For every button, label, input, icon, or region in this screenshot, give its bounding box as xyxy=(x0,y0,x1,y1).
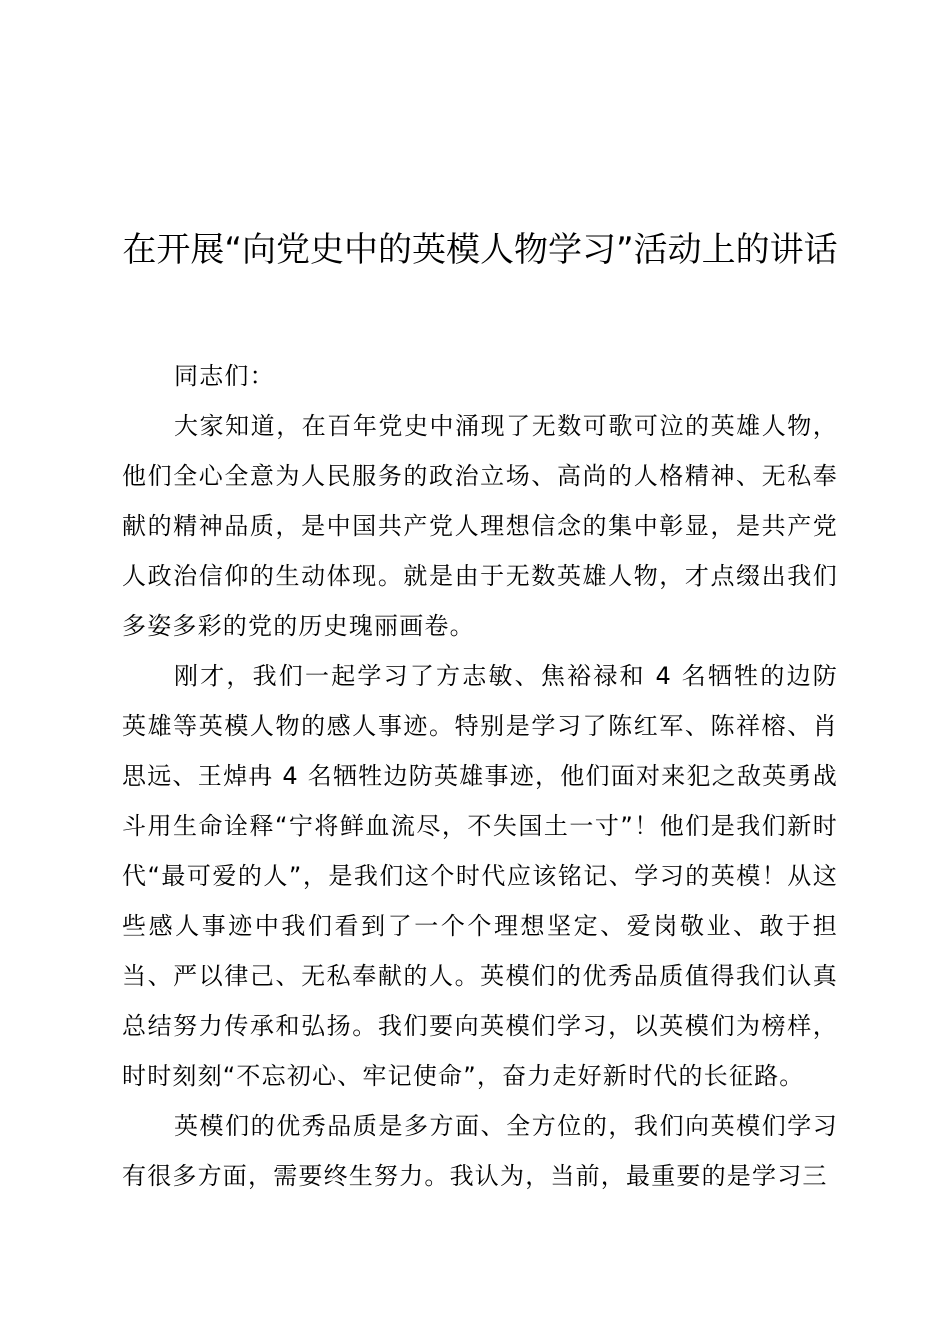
document-body xyxy=(122,351,838,1201)
document-title: 在开展“向党史中的英模人物学习”活动上的讲话 xyxy=(122,230,838,270)
paragraph-2: 刚才，我们一起学习了方志敏、焦裕禄和 4 名牺牲的边防英雄等英模人物的感人事迹。特别是学习了陈红军、陈祥榕、肖思远、王焯冉 4 名牺牲边防英雄事迹，他们面对来犯之敌英勇战斗用生命诠释“宁将鲜血流尽，不失国土一寸”！他们是我们新时代“最可爱的人”，是我们这个时代应该铭记、学习的英模！从这些感人事迹中我们看到了一个个理想坚定、爱岗敬业、敢于担当、严以律己、无私奉献的人。英模们的优秀品质值得我们认真总结努力传承和弘扬。我们要向英模们学习，以英模们为榜样，时时刻刻“不忘初心、牢记使命”，奋力走好新时代的长征路。 xyxy=(122,662,838,1090)
paragraph-1: 大家知道，在百年党史中涌现了无数可歌可泣的英雄人物，他们全心全意为人民服务的政治立场、高尚的人格精神、无私奉献的精神品质，是中国共产党人理想信念的集中彰显，是共产党人政治信仰的生动体现。就是由于无数英雄人物，才点缀出我们多姿多彩的党的历史瑰丽画卷。 xyxy=(122,412,838,640)
salutation: 同志们： xyxy=(174,362,275,390)
paragraph-3: 英模们的优秀品质是多方面、全方位的，我们向英模们学习有很多方面，需要终生努力。我认为，当前，最重要的是学习三 xyxy=(122,1112,838,1190)
